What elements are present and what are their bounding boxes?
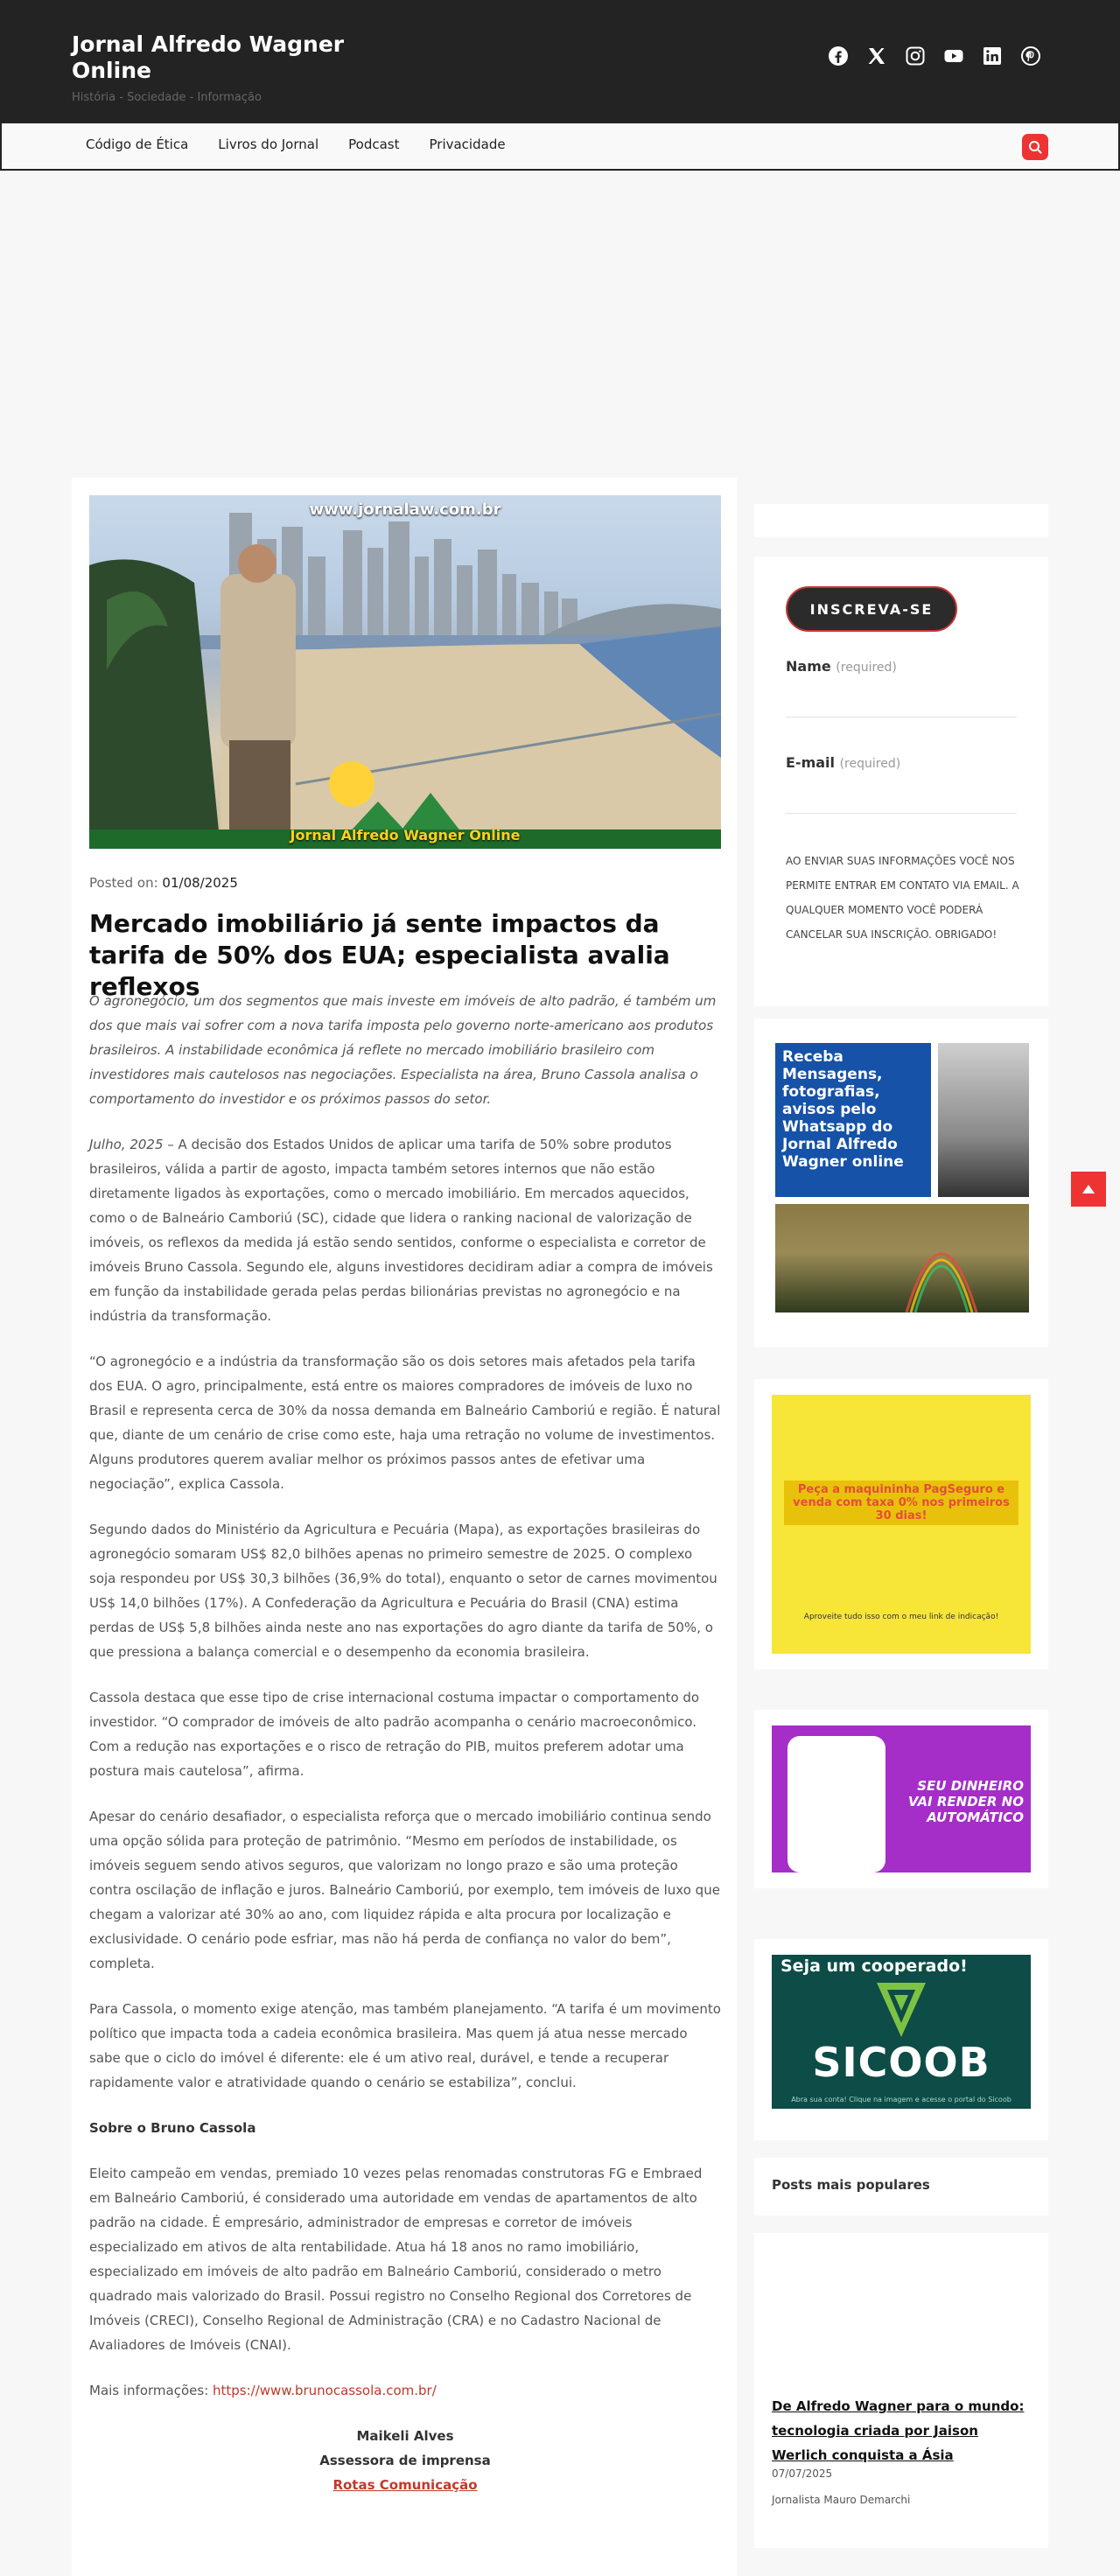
article-card <box>72 478 737 2576</box>
hero-brand-text: Jornal Alfredo Wagner Online <box>290 827 521 844</box>
sidebar-empty-widget <box>754 504 1048 537</box>
article-paragraph <box>89 1132 721 1328</box>
signature-company-link[interactable]: Rotas Comunicação <box>332 2477 478 2493</box>
article-subheading: Sobre o Bruno Cassola <box>89 2120 256 2136</box>
article-title: Mercado imobiliário já sente impactos da tarifa de 50% dos EUA; especialista avalia reflexos <box>89 909 670 1001</box>
scroll-to-top-button[interactable] <box>1071 1172 1106 1207</box>
paragraph-text: – A decisão dos Estados Unidos de aplicar uma tarifa de 50% sobre produtos brasileiros, válida a partir de agosto, impacta também setores internos que não estão diretamente ligados às exportações, como o mercado imobiliário. Em mercados aquecidos, como o de Balneário Camboriú (SC), cidade que lidera o ranking nacional de valorização de imóveis, os reflexos da medida já estão sendo sentidos, conforme o especialista e corretor de imóveis Bruno Cassola. Segundo ele, alguns investidores decidiram adiar a compra de imóveis em função da instabilidade gerada pelas perdas bilionárias previstas no agronegócio e na indústria da transformação. <box>89 1137 713 1324</box>
sicoob-ad-headline: Seja um cooperado! <box>780 1956 968 1976</box>
nubank-ad-widget <box>754 1710 1048 1888</box>
linkedin-icon[interactable] <box>982 46 1003 66</box>
whatsapp-ad-text: Receba Mensagens, fotografias, avisos pelo Whatsapp do Jornal Alfredo Wagner online <box>782 1048 904 1171</box>
phone-illustration <box>788 1736 886 1872</box>
main-navigation <box>0 122 1120 171</box>
article-hero-image <box>89 495 721 849</box>
popular-posts-header <box>754 2158 1048 2216</box>
posted-label: Posted on: <box>89 875 158 891</box>
rainbow-illustration <box>775 1204 1029 1312</box>
popular-post-title-link[interactable]: De Alfredo Wagner para o mundo: tecnologia criada por Jaison Werlich conquista a Ásia <box>772 2398 1025 2463</box>
facebook-icon[interactable] <box>828 46 849 66</box>
more-info-line <box>89 2378 721 2403</box>
pagseguro-ad-footer: Aproveite tudo isso com o meu link de indicação! <box>803 1613 999 1621</box>
whatsapp-ad-banner[interactable] <box>775 1043 931 1197</box>
nav-item-podcast[interactable]: Podcast <box>348 136 400 152</box>
popular-post-date: 07/07/2025 <box>772 2468 833 2480</box>
site-header <box>0 0 1120 122</box>
pagseguro-ad-headline: Peça a maquininha PagSeguro e venda com taxa 0% nos primeiros 30 dias! <box>784 1480 1018 1525</box>
sicoob-ad-banner[interactable] <box>772 1955 1031 2109</box>
nav-item-codigo-de-etica[interactable]: Código de Ética <box>86 136 189 152</box>
email-field-label <box>786 754 900 771</box>
nav-item-livros-do-jornal[interactable]: Livros do Jornal <box>218 136 319 152</box>
more-info-link[interactable]: https://www.brunocassola.com.br/ <box>213 2383 437 2398</box>
pagseguro-ad-widget <box>754 1379 1048 1670</box>
article-lead: O agronegócio, um dos segmentos que mais investe em imóveis de alto padrão, é também um dos que mais vai sofrer com a nova tarifa imposta pelo governo norte-americano aos produtos brasileiros. A instabilidade econômica já reflete no mercado imobiliário brasileiro com investidores mais cautelosos nas negociações. Especialista na área, Bruno Cassola analisa o comportamento do investidor e os próximos passos do setor. <box>89 993 717 1107</box>
name-label-text: Name <box>786 658 831 675</box>
article-body <box>89 989 721 2497</box>
historical-photo[interactable] <box>938 1043 1029 1197</box>
x-icon[interactable] <box>866 46 887 66</box>
pagseguro-ad-banner[interactable] <box>772 1395 1031 1654</box>
required-hint: (required) <box>836 661 897 675</box>
article-paragraph: Cassola destaca que esse tipo de crise internacional costuma impactar o comportamento do investidor. “O comprador de imóveis de alto padrão acompanha o cenário macroeconômico. Com a redução nas exportações e o risco de retração do PIB, muitos preferem adotar uma postura mais cautelosa”, afirma. <box>89 1690 700 1779</box>
signature-role: Assessora de imprensa <box>319 2453 491 2468</box>
nav-item-privacidade[interactable]: Privacidade <box>429 136 506 152</box>
subscribe-disclaimer: AO ENVIAR SUAS INFORMAÇÕES VOCÊ NOS PERMITE ENTRAR EM CONTATO VIA EMAIL. A QUALQUER MOMENTO VOCÊ PODERÁ CANCELAR SUA INSCRIÇÃO. OBRIGADO! <box>786 855 1019 941</box>
site-tagline: História - Sociedade - Informação <box>72 91 262 104</box>
subscribe-button[interactable]: INSCREVA-SE <box>786 586 957 632</box>
sicoob-ad-widget <box>754 1939 1048 2140</box>
email-field[interactable] <box>786 779 1017 814</box>
article-paragraph: Para Cassola, o momento exige atenção, mas também planejamento. “A tarifa é um movimento político que impacta toda a cadeia econômica brasileira. Mas quem já atua nesse mercado sabe que o ciclo do imóvel é diferente: ele é um ativo real, durável, e tende a recuperar rapidamente valor e atratividade quando o cenário se estabiliza”, conclui. <box>89 2001 721 2090</box>
article-paragraph: Apesar do cenário desafiador, o especialista reforça que o mercado imobiliário continua sendo uma opção sólida para proteção de patrimônio. “Mesmo em períodos de instabilidade, os imóveis seguem sendo ativos seguros, que valorizam no longo prazo e são uma proteção contra oscilação de inflação e juros. Balneário Camboriú, por exemplo, tem imóveis de luxo que chegam a valorizar até 30% ao ano, com liquidez rápida e alta procura por localização e exclusividade. O cenário pode esfriar, mas não há perda de confiança no valor do bem”, completa. <box>89 1809 720 1971</box>
search-button[interactable] <box>1022 134 1048 160</box>
popular-post-thumbnail[interactable] <box>772 2250 1031 2385</box>
youtube-icon[interactable] <box>943 46 964 66</box>
popular-post-card <box>754 2233 1048 2548</box>
posted-date: 01/08/2025 <box>162 875 238 891</box>
whatsapp-widget <box>754 1018 1048 1348</box>
signature-name: Maikeli Alves <box>356 2428 454 2444</box>
social-links <box>828 46 1041 66</box>
article-paragraph: Segundo dados do Ministério da Agricultura e Pecuária (Mapa), as exportações brasileiras do agronegócio somaram US$ 82,0 bilhões apenas no primeiro semestre de 2025. O complexo soja respondeu por US$ 30,3 bilhões (36,9% do total), enquanto o setor de carnes movimentou US$ 14,0 bilhões (17%). A Confederação da Agricultura e Pecuária do Brasil (CNA) estima perdas de US$ 5,8 bilhões ainda neste ano nas exportações do agro diante da tarifa de 50%, o que pressiona a balança comercial e o desempenho da economia brasileira. <box>89 1522 718 1660</box>
article-paragraph: “O agronegócio e a indústria da transformação são os dois setores mais afetados pela tarifa dos EUA. O agro, principalmente, está entre os maiores compradores de imóveis de luxo no Brasil e representa cerca de 30% da nossa demanda em Balneário Camboriú e região. É natural que, diante de um cenário de crise como este, haja uma retração no volume de investimentos. Alguns produtores querem avaliar melhor os próximos passos antes de efetivar uma negociação”, explica Cassola. <box>89 1354 721 1492</box>
site-title[interactable]: Jornal Alfredo Wagner Online <box>72 32 345 83</box>
popular-posts-title: Posts mais populares <box>772 2177 930 2193</box>
nubank-ad-banner[interactable] <box>772 1726 1031 1872</box>
sicoob-ad-footer: Abra sua conta! Clique na imagem e acesse o portal do Sicoob <box>791 2096 1012 2104</box>
subscribe-widget <box>754 556 1048 1006</box>
name-field-label <box>786 658 897 675</box>
sicoob-logo-text: SICOOB <box>812 2039 990 2086</box>
hero-watermark-url: www.jornalaw.com.br <box>309 500 501 519</box>
arrow-up-icon <box>1082 1184 1096 1194</box>
nubank-ad-text: SEU DINHEIRO VAI RENDER NO AUTOMÁTICO <box>907 1778 1024 1825</box>
required-hint: (required) <box>839 757 901 771</box>
city-beach-illustration <box>89 495 721 849</box>
article-paragraph: Eleito campeão em vendas, premiado 10 vezes pelas renomadas construtoras FG e Embraed em Balneário Camboriú, é considerado uma autoridade em vendas de apartamentos de alto padrão na cidade. É empresário, administrador de empresas e corretor de imóveis especializado em ativos de alta rentabilidade. Atua há 18 anos no ramo imobiliário, especializado em imóveis de alto padrão em Balneário Camboriú, considerado o metro quadrado mais valorizado do Brasil. Possui registro no Conselho Regional dos Corretores de Imóveis (CRECI), Conselho Regional de Administração (CRA) e no Cadastro Nacional de Avaliadores de Imóveis (CNAI). <box>89 2166 703 2353</box>
pinterest-icon[interactable] <box>1020 46 1041 66</box>
post-date-line <box>89 875 238 891</box>
email-label-text: E-mail <box>786 754 836 771</box>
dateline: Julho, 2025 <box>89 1137 164 1152</box>
name-field[interactable] <box>786 682 1017 718</box>
sicoob-logo-icon <box>875 1981 928 2039</box>
more-info-label: Mais informações: <box>89 2383 214 2398</box>
popular-post-author: Jornalista Mauro Demarchi <box>772 2494 911 2506</box>
rainbow-landscape-photo[interactable] <box>775 1204 1029 1312</box>
search-icon <box>1028 140 1042 154</box>
instagram-icon[interactable] <box>905 46 926 66</box>
